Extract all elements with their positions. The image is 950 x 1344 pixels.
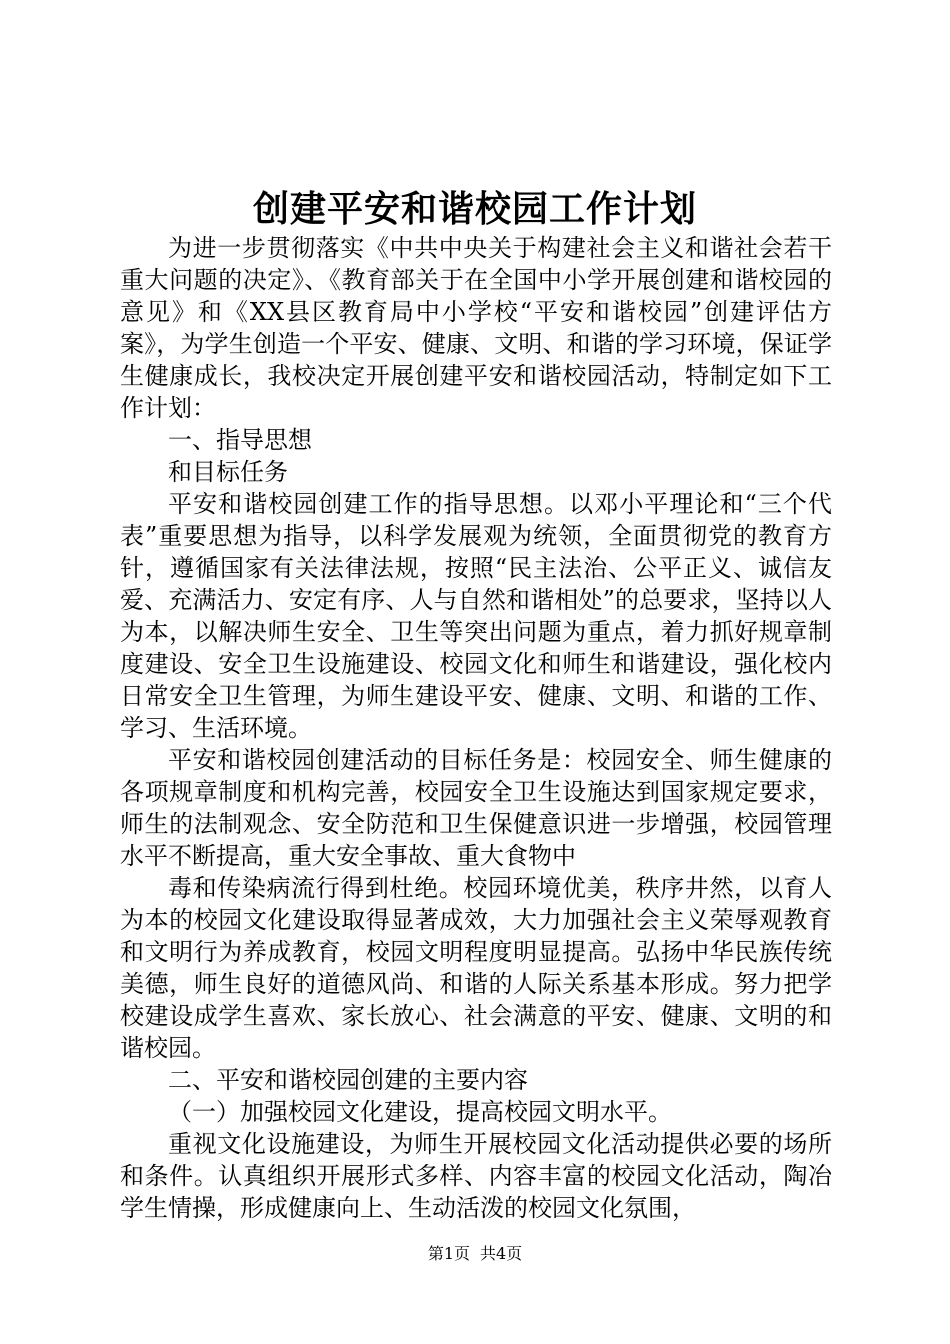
- paragraph-goals-continued: 毒和传染病流行得到杜绝。校园环境优美，秩序井然，以育人为本的校园文化建设取得显著成效，大力加强社会主义荣辱观教育和文明行为养成教育，校园文明程度明显提高。弘扬中华民族传统美德，师生良好的道德风尚、和谐的人际关系基本形成。努力把学校建设成学生喜欢、家长放心、社会满意的平安、健康、文明的和谐校园。: [120, 874, 832, 1062]
- document-body: [120, 232, 832, 1224]
- page-footer: [0, 1243, 950, 1265]
- page-total: 共4页: [480, 1244, 523, 1263]
- heading-guiding-thought: 一、指导思想: [168, 426, 312, 454]
- heading-main-content: 二、平安和谐校园创建的主要内容: [168, 1066, 528, 1094]
- heading-goals-tasks: 和目标任务: [168, 458, 288, 486]
- paragraph-guiding-thought: 平安和谐校园创建工作的指导思想。以邓小平理论和“三个代表”重要思想为指导，以科学发展观为统领，全面贯彻党的教育方针，遵循国家有关法律法规，按照“民主法治、公平正义、诚信友爱、充满活力、安定有序、人与自然和谐相处”的总要求，坚持以人为本，以解决师生安全、卫生等突出问题为重点，着力抓好规章制度建设、安全卫生设施建设、校园文化和师生和谐建设，强化校内日常安全卫生管理，为师生建设平安、健康、文明、和谐的工作、学习、生活环境。: [120, 490, 832, 742]
- paragraph-campus-culture: 重视文化设施建设，为师生开展校园文化活动提供必要的场所和条件。认真组织开展形式多样、内容丰富的校园文化活动，陶冶学生情操，形成健康向上、生动活泼的校园文化氛围，: [120, 1130, 832, 1222]
- page-number: 第1页: [427, 1244, 470, 1263]
- subheading-campus-culture: （一）加强校园文化建设，提高校园文明水平。: [168, 1098, 672, 1126]
- paragraph-goals-tasks: 平安和谐校园创建活动的目标任务是：校园安全、师生健康的各项规章制度和机构完善，校园安全卫生设施达到国家规定要求，师生的法制观念、安全防范和卫生保健意识进一步增强，校园管理水平不断提高，重大安全事故、重大食物中: [120, 746, 832, 870]
- paragraph-intro: 为进一步贯彻落实《中共中央关于构建社会主义和谐社会若干重大问题的决定》、《教育部关于在全国中小学开展创建和谐校园的意见》和《XX县区教育局中小学校“平安和谐校园”创建评估方案》，为学生创造一个平安、健康、文明、和谐的学习环境，保证学生健康成长，我校决定开展创建平安和谐校园活动，特制定如下工作计划：: [120, 234, 832, 422]
- document-title: 创建平安和谐校园工作计划: [252, 188, 697, 230]
